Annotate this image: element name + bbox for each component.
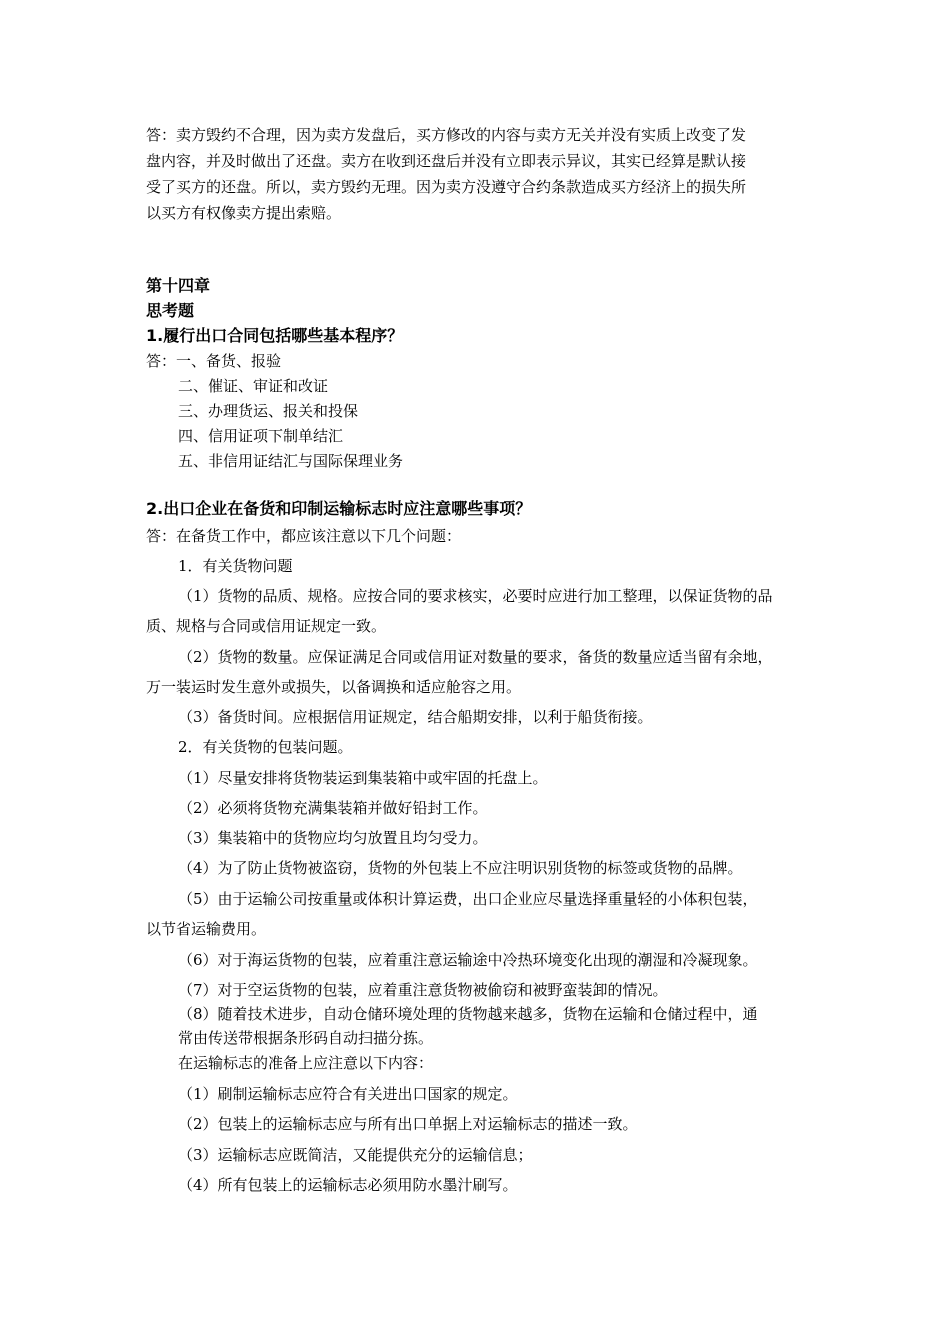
q2-answer-intro: 答：在备货工作中，都应该注意以下几个问题： [146, 527, 462, 545]
q2-s2-p1: （1）尽量安排将货物装运到集装箱中或牢固的托盘上。 [178, 769, 548, 787]
q2-s1-p2-line-2: 万一装运时发生意外或损失，以备调换和适应舱容之用。 [146, 678, 522, 696]
q2-section-2-title: 2．有关货物的包装问题。 [178, 738, 353, 756]
q2-s2-p8-line-2: 常由传送带根据条形码自动扫描分拣。 [178, 1029, 434, 1047]
q2-s2-p3: （3）集装箱中的货物应均匀放置且均匀受力。 [178, 829, 488, 847]
q1-item-2: 二、催证、审证和改证 [178, 377, 329, 395]
q2-s2-p4: （4）为了防止货物被盗窃，货物的外包装上不应注明识别货物的标签或货物的品牌。 [178, 859, 743, 877]
chapter-subtitle: 思考题 [146, 301, 195, 320]
chapter-title: 第十四章 [146, 276, 211, 295]
q2-mark-p2: （2）包装上的运输标志应与所有出口单据上对运输标志的描述一致。 [178, 1115, 638, 1133]
q2-s2-p2: （2）必须将货物充满集装箱并做好铅封工作。 [178, 799, 488, 817]
q2-s1-p2-line-1: （2）货物的数量。应保证满足合同或信用证对数量的要求，备货的数量应适当留有余地， [178, 648, 773, 666]
q1-item-3: 三、办理货运、报关和投保 [178, 402, 359, 420]
q2-s2-p5-line-1: （5）由于运输公司按重量或体积计算运费，出口企业应尽量选择重量轻的小体积包装， [178, 890, 758, 908]
q2-s2-p6: （6）对于海运货物的包装，应着重注意运输途中冷热环境变化出现的潮湿和冷凝现象。 [178, 951, 758, 969]
q2-mark-p1: （1）刷制运输标志应符合有关进出口国家的规定。 [178, 1085, 518, 1103]
intro-answer-line-1: 答：卖方毁约不合理，因为卖方发盘后，买方修改的内容与卖方无关并没有实质上改变了发 [146, 126, 747, 144]
q1-item-4: 四、信用证项下制单结汇 [178, 427, 344, 445]
q2-s2-p5-line-2: 以节省运输费用。 [146, 920, 267, 938]
q2-s2-p7: （7）对于空运货物的包装，应着重注意货物被偷窃和被野蛮装卸的情况。 [178, 981, 668, 999]
question-1: 1.履行出口合同包括哪些基本程序？ [146, 326, 404, 345]
q2-s2-p8-line-1: （8）随着技术进步，自动仓储环境处理的货物越来越多，货物在运输和仓储过程中，通 [178, 1005, 758, 1023]
q1-answer-prefix: 答：一、备货、报验 [146, 352, 282, 370]
q2-mark-p3: （3）运输标志应既简洁，又能提供充分的运输信息； [178, 1146, 533, 1164]
q2-mark-p4: （4）所有包装上的运输标志必须用防水墨汁刷写。 [178, 1176, 518, 1194]
q2-s1-p1-line-2: 质、规格与合同或信用证规定一致。 [146, 617, 387, 635]
intro-answer-line-4: 以买方有权像卖方提出索赔。 [146, 204, 342, 222]
question-2: 2.出口企业在备货和印制运输标志时应注意哪些事项？ [146, 499, 532, 518]
q2-mark-intro: 在运输标志的准备上应注意以下内容： [178, 1054, 434, 1072]
intro-answer-line-3: 受了买方的还盘。所以，卖方毁约无理。因为卖方没遵守合约条款造成买方经济上的损失所 [146, 178, 747, 196]
q1-item-5: 五、非信用证结汇与国际保理业务 [178, 452, 404, 470]
q2-section-1-title: 1．有关货物问题 [178, 557, 293, 575]
q2-s1-p3: （3）备货时间。应根据信用证规定，结合船期安排，以利于船货衔接。 [178, 708, 653, 726]
intro-answer-line-2: 盘内容，并及时做出了还盘。卖方在收到还盘后并没有立即表示异议，其实已经算是默认接 [146, 152, 747, 170]
q2-s1-p1-line-1: （1）货物的品质、规格。应按合同的要求核实，必要时应进行加工整理，以保证货物的品 [178, 587, 773, 605]
